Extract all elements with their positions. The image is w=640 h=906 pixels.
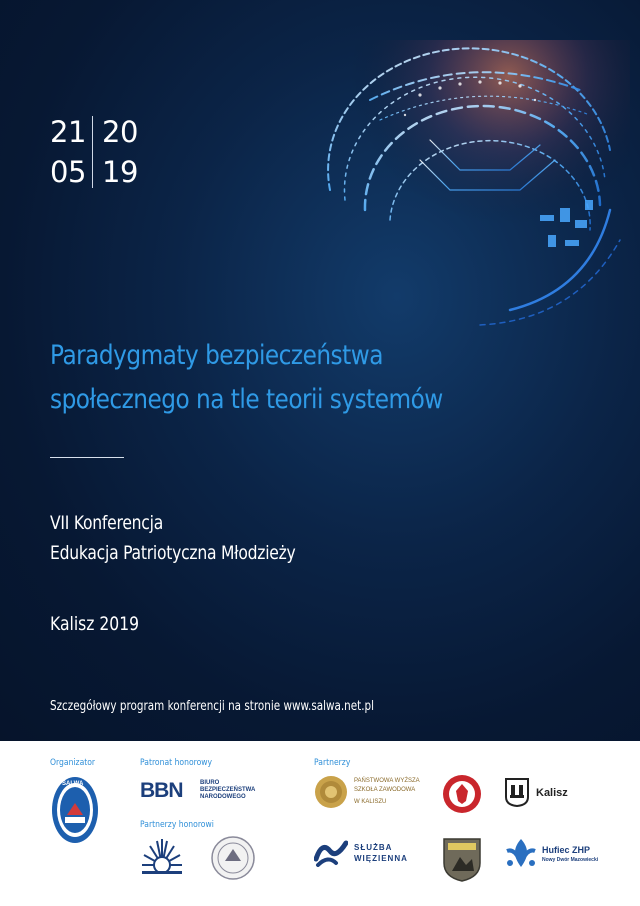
sluzba-line-2: WIĘZIENNA [354, 854, 408, 863]
title-underline [50, 457, 124, 458]
military-badge-logo[interactable] [440, 835, 484, 883]
date-year-bottom: 19 [102, 155, 138, 189]
conference-info [50, 508, 296, 568]
program-details: Szczegółowy program konferencji na stronie www.salwa.net.pl [50, 699, 375, 714]
date-block [50, 112, 150, 192]
conference-name: Edukacja Patriotyczna Młodzieży [50, 542, 296, 564]
sponsors-strip [0, 741, 640, 906]
sun-rays-emblem-icon [140, 835, 184, 879]
eagle-crest-logo[interactable] [442, 773, 482, 815]
round-seal-icon [210, 835, 256, 881]
kalisz-text: Kalisz [536, 787, 568, 799]
date-right-column [102, 112, 138, 192]
bbn-logo[interactable] [140, 779, 260, 805]
bbn-line-1: BIURO [200, 780, 220, 786]
place-year: Kalisz 2019 [50, 613, 140, 635]
bbn-line-2: BEZPIECZEŃSTWA [200, 787, 256, 793]
honorary-patronage-label: Patronat honorowy [140, 758, 213, 768]
bbn-line-3: NARODOWEGO [200, 794, 246, 800]
date-year-top: 20 [102, 115, 138, 149]
pwsz-line-3: W KALISZU [354, 799, 387, 805]
hufiec-zhp-logo[interactable] [504, 837, 614, 877]
zhp-lily-icon [504, 837, 538, 873]
bbn-abbrev: BBN [140, 779, 183, 802]
honorary-partners-label: Partnerzy honorowi [140, 820, 214, 830]
sluzba-wiezienna-logo[interactable] [314, 837, 414, 877]
date-month: 05 [50, 155, 86, 189]
honorary-partner-seal[interactable] [210, 835, 256, 881]
conference-title [50, 334, 532, 422]
kalisz-logo[interactable] [504, 777, 576, 811]
title-line-2: społecznego na tle teorii systemów [50, 384, 443, 415]
conference-edition: VII Konferencja [50, 512, 163, 534]
date-divider [92, 116, 93, 188]
title-line-1: Paradygmaty bezpieczeństwa [50, 340, 383, 371]
pwsz-line-2: SZKOŁA ZAWODOWA [354, 787, 416, 793]
shield-badge-icon [440, 835, 484, 883]
date-day: 21 [50, 115, 86, 149]
sluzba-line-1: SŁUŻBA [354, 843, 393, 852]
digital-globe-graphic [310, 40, 630, 340]
salwa-logo[interactable] [50, 775, 100, 845]
president-sun-logo[interactable] [140, 835, 184, 879]
organizer-label: Organizator [50, 758, 96, 768]
kalisz-coat-of-arms-icon [504, 777, 530, 807]
partners-label: Partnerzy [314, 758, 351, 768]
salwa-text: SALWA [62, 781, 84, 787]
date-left-column [50, 112, 86, 192]
sw-emblem-icon [314, 837, 348, 867]
hufiec-line-1: Hufiec ZHP [542, 845, 591, 855]
hufiec-line-2: Nowy Dwór Mazowiecki [542, 857, 599, 863]
pwsz-line-1: PAŃSTWOWA WYŻSZA [354, 778, 420, 784]
pwsz-logo[interactable] [314, 775, 454, 815]
pwsz-seal-icon [314, 775, 348, 809]
eagle-crest-icon [442, 773, 482, 815]
